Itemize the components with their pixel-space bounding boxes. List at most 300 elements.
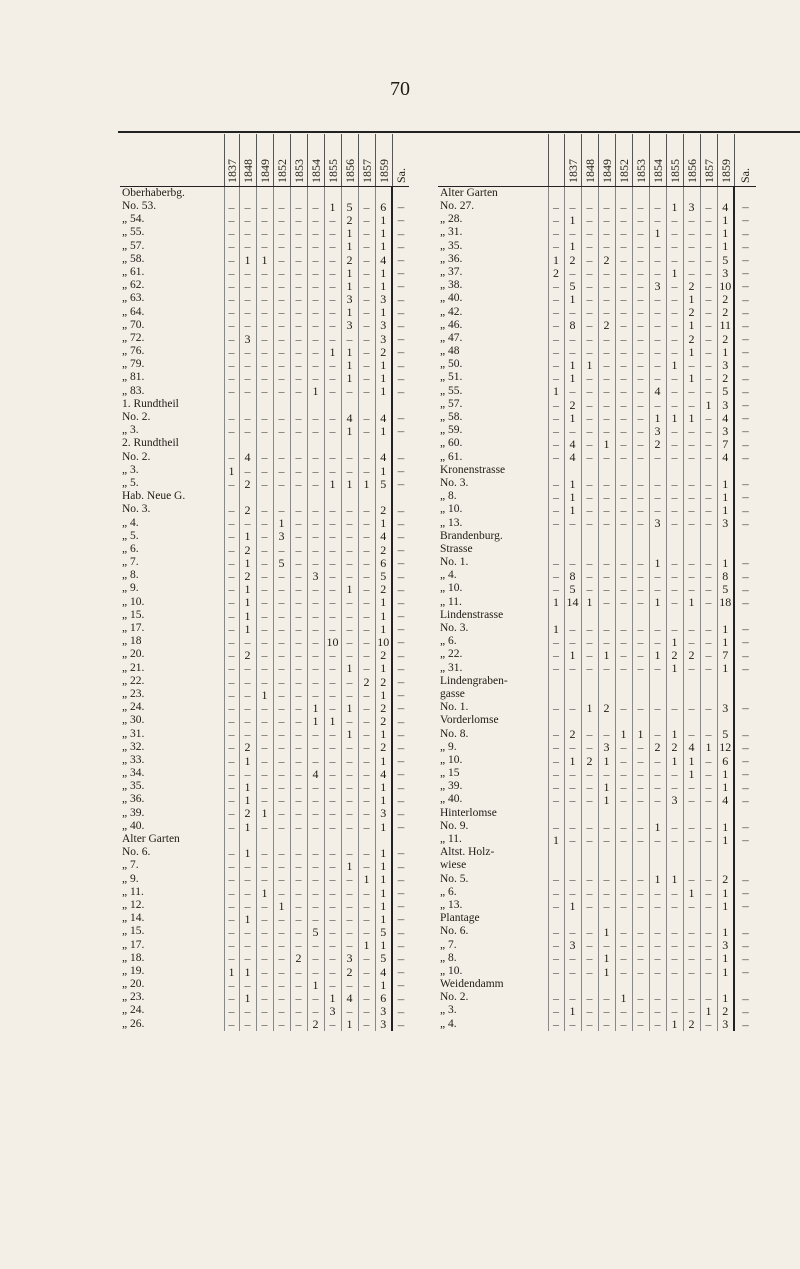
count-cell: 1 [375,939,392,952]
table-row [438,477,756,490]
row-label: Strasse [440,543,473,555]
sum-cell: – [392,807,409,820]
row-label: No. 3. [122,503,151,516]
count-cell [290,438,307,451]
row-label: No. 8. [440,727,469,740]
count-cell: – [548,741,564,754]
count-cell: – [581,279,598,292]
count-cell: 1 [341,345,358,358]
sum-cell: – [392,873,409,886]
count-cell: – [307,279,324,292]
count-cell: 1 [683,293,700,306]
sum-cell: – [734,728,756,741]
count-cell: – [358,649,375,662]
row-label: „ 9. [122,582,139,595]
count-cell: – [324,622,341,635]
count-cell: 1 [666,411,683,424]
count-cell: – [341,873,358,886]
right-table [438,134,756,1031]
table-row [120,715,409,728]
count-cell: 1 [548,622,564,635]
count-cell: – [632,477,649,490]
count-cell: – [666,583,683,596]
count-cell [273,187,290,201]
count-cell: – [581,332,598,345]
count-cell: – [341,926,358,939]
count-cell: 1 [224,464,239,477]
count-cell: – [224,899,239,912]
count-cell: – [358,978,375,991]
count-cell: – [324,332,341,345]
count-cell [548,715,564,728]
table-row [120,213,409,226]
count-cell: – [224,952,239,965]
count-cell: – [548,240,564,253]
count-cell: 1 [548,253,564,266]
count-cell: – [239,675,256,688]
count-cell: – [548,293,564,306]
count-cell: 1 [683,767,700,780]
count-cell [649,609,666,622]
count-cell: – [273,688,290,701]
sum-cell [392,438,409,451]
count-cell: 1 [598,926,615,939]
count-cell: – [256,504,273,517]
count-cell [564,978,581,991]
count-cell: – [564,701,581,714]
count-cell: – [548,886,564,899]
count-cell: 3 [717,517,734,530]
row-label: Altst. Holz- [440,846,495,859]
count-cell: 1 [666,754,683,767]
count-cell: – [598,569,615,582]
count-cell: 1 [273,517,290,530]
count-cell: – [224,543,239,556]
count-cell: – [239,372,256,385]
count-cell: – [307,464,324,477]
count-cell: – [615,926,632,939]
row-label: Brandenburg. [440,529,503,542]
count-cell: – [290,583,307,596]
count-cell: 1 [239,556,256,569]
count-cell: – [564,662,581,675]
row-label: „ 23. [122,991,145,1004]
sum-cell: – [734,451,756,464]
count-cell: – [358,569,375,582]
count-cell: – [548,319,564,332]
count-cell [324,398,341,411]
count-cell: – [324,741,341,754]
count-cell: – [615,965,632,978]
sum-cell [734,978,756,991]
count-cell: 5 [375,952,392,965]
count-cell: – [224,622,239,635]
count-cell [564,187,581,201]
count-cell: – [548,490,564,503]
count-cell: – [307,345,324,358]
count-cell: – [598,385,615,398]
count-cell [598,688,615,701]
count-cell: 1 [358,939,375,952]
row-label: wiese [440,859,467,872]
count-cell: – [564,345,581,358]
count-cell: – [358,411,375,424]
count-cell: 2 [239,504,256,517]
count-cell: – [324,372,341,385]
row-label: „ 7. [122,859,139,872]
count-cell: – [598,398,615,411]
count-cell: – [224,675,239,688]
count-cell [717,978,734,991]
count-cell: 1 [341,662,358,675]
count-cell: – [358,767,375,780]
row-label: „ 3. [122,424,139,437]
count-cell: – [700,701,717,714]
count-cell: – [224,424,239,437]
count-cell: 2 [649,741,666,754]
count-cell: – [273,952,290,965]
count-cell: 1 [273,899,290,912]
count-cell: 1 [564,411,581,424]
count-cell: – [290,635,307,648]
count-cell: – [598,622,615,635]
count-cell: – [632,227,649,240]
count-cell: – [307,965,324,978]
row-label: Kronenstrasse [440,463,506,476]
count-cell: – [649,583,666,596]
count-cell: 1 [341,240,358,253]
count-cell [341,398,358,411]
count-cell [700,530,717,543]
count-cell: – [632,556,649,569]
count-cell: – [700,345,717,358]
sum-cell: – [734,319,756,332]
count-cell: – [307,556,324,569]
row-label: „ 10. [440,965,463,977]
count-cell: – [224,332,239,345]
count-cell [548,609,564,622]
table-row [120,649,409,662]
count-cell: – [615,240,632,253]
count-cell [224,833,239,846]
count-cell: 6 [717,754,734,767]
count-cell: 3 [598,741,615,754]
table-row [120,794,409,807]
count-cell: – [666,820,683,833]
sum-cell: – [392,556,409,569]
count-cell: – [581,873,598,886]
count-cell: – [548,873,564,886]
count-cell: 5 [375,926,392,939]
count-cell: – [324,517,341,530]
row-label: „ 14. [122,912,145,925]
count-cell: 1 [717,490,734,503]
count-cell: – [632,1005,649,1018]
count-cell [717,860,734,873]
table-row [120,490,409,503]
count-cell: 1 [239,754,256,767]
count-cell: – [358,688,375,701]
table-row [438,965,756,978]
count-cell: – [666,596,683,609]
count-cell: – [649,780,666,793]
count-cell: – [256,569,273,582]
count-cell: 1 [375,227,392,240]
count-cell: – [598,820,615,833]
count-cell: 1 [717,899,734,912]
count-cell: 1 [375,622,392,635]
count-cell: 1 [375,662,392,675]
count-cell: 1 [375,213,392,226]
left-year-header: 1854 [307,134,324,187]
count-cell: 4 [564,451,581,464]
count-cell: – [548,952,564,965]
count-cell: – [324,504,341,517]
count-cell: – [581,965,598,978]
count-cell: – [290,319,307,332]
count-cell: 1 [324,200,341,213]
count-cell: 1 [666,266,683,279]
count-cell: 1 [375,860,392,873]
row-label: „ 63. [122,292,145,305]
sum-cell: – [734,952,756,965]
count-cell: – [256,464,273,477]
count-cell: – [615,424,632,437]
count-cell: – [615,504,632,517]
count-cell: – [683,438,700,451]
count-cell: – [632,649,649,662]
count-cell: – [273,846,290,859]
count-cell: – [224,820,239,833]
count-cell: – [683,213,700,226]
sum-cell: – [734,926,756,939]
count-cell: – [324,846,341,859]
count-cell: – [632,596,649,609]
table-row [120,200,409,213]
table-row [120,240,409,253]
count-cell: 3 [717,1018,734,1031]
count-cell: – [256,926,273,939]
count-cell: – [256,846,273,859]
count-cell [683,464,700,477]
table-row [120,438,409,451]
count-cell: – [564,556,581,569]
count-cell: – [290,715,307,728]
row-label: „ 21. [122,661,145,674]
count-cell: – [290,754,307,767]
count-cell: 1 [581,358,598,371]
count-cell: – [649,358,666,371]
count-cell: – [358,741,375,754]
count-cell: 2 [666,741,683,754]
table-row [120,939,409,952]
count-cell: – [598,517,615,530]
count-cell [700,715,717,728]
row-label: „ 50. [440,358,463,371]
count-cell: – [649,319,666,332]
table-row [120,926,409,939]
count-cell: – [273,424,290,437]
count-cell [598,530,615,543]
count-cell: – [307,504,324,517]
left-year-header: 1857 [358,134,375,187]
count-cell: – [341,780,358,793]
count-cell: – [598,477,615,490]
count-cell: – [224,213,239,226]
table-row [438,187,756,201]
sum-cell: – [734,1005,756,1018]
count-cell: – [239,345,256,358]
count-cell: 1 [649,411,666,424]
count-cell: – [632,833,649,846]
count-cell: 1 [239,253,256,266]
count-cell [666,715,683,728]
count-cell: 1 [375,596,392,609]
count-cell: – [290,741,307,754]
right-year-header: 1856 [683,134,700,187]
count-cell [290,490,307,503]
row-label: „ 55. [122,226,145,239]
count-cell: – [548,332,564,345]
row-label: „ 39. [440,780,463,793]
count-cell: – [307,372,324,385]
count-cell: – [615,1005,632,1018]
count-cell: 1 [239,991,256,1004]
count-cell: – [666,965,683,978]
count-cell: – [307,253,324,266]
count-cell [666,675,683,688]
count-cell: 3 [683,200,700,213]
sum-cell: – [734,820,756,833]
count-cell: – [649,398,666,411]
count-cell: – [598,372,615,385]
sum-cell: – [734,939,756,952]
count-cell: – [358,715,375,728]
count-cell: 10 [324,635,341,648]
count-cell: – [700,728,717,741]
count-cell: – [224,860,239,873]
count-cell: – [307,319,324,332]
count-cell: – [615,596,632,609]
count-cell: – [307,200,324,213]
left-name-header [120,134,224,187]
count-cell: – [290,846,307,859]
count-cell: – [341,715,358,728]
count-cell: – [358,517,375,530]
count-cell: – [224,385,239,398]
table-row [120,398,409,411]
count-cell: – [548,569,564,582]
table-row [120,569,409,582]
count-cell: – [341,530,358,543]
count-cell: – [649,939,666,952]
count-cell: – [649,886,666,899]
sum-cell: – [392,1005,409,1018]
table-row [438,728,756,741]
count-cell: – [548,701,564,714]
count-cell: – [307,293,324,306]
count-cell [256,187,273,201]
count-cell: – [615,820,632,833]
count-cell: – [358,530,375,543]
count-cell: 3 [375,1005,392,1018]
count-cell [239,438,256,451]
count-cell: – [256,1018,273,1031]
table-row [438,213,756,226]
count-cell: – [256,754,273,767]
count-cell: – [615,490,632,503]
count-cell: – [273,1005,290,1018]
count-cell: 1 [239,609,256,622]
count-cell: – [224,873,239,886]
count-cell [239,398,256,411]
count-cell [375,187,392,201]
count-cell: – [632,358,649,371]
count-cell: – [581,438,598,451]
count-cell: – [256,306,273,319]
count-cell: – [632,213,649,226]
count-cell: 5 [375,477,392,490]
row-label: 1. Rundtheil [122,398,179,410]
count-cell: – [700,517,717,530]
count-cell [615,978,632,991]
table-row [120,688,409,701]
count-cell [700,912,717,925]
count-cell: – [273,306,290,319]
table-row [120,583,409,596]
count-cell: – [256,530,273,543]
count-cell: – [239,873,256,886]
count-cell: – [700,319,717,332]
count-cell: 1 [666,358,683,371]
count-cell [649,807,666,820]
count-cell: 3 [649,424,666,437]
count-cell [700,688,717,701]
count-cell: 4 [341,991,358,1004]
count-cell: – [290,662,307,675]
count-cell: – [581,991,598,1004]
count-cell: – [358,253,375,266]
count-cell: 1 [375,358,392,371]
count-cell [683,846,700,859]
count-cell: – [239,240,256,253]
count-cell: – [632,319,649,332]
count-cell: 1 [717,767,734,780]
count-cell: 1 [564,477,581,490]
count-cell: – [224,266,239,279]
count-cell: – [307,728,324,741]
count-cell: – [632,266,649,279]
sum-cell: – [734,490,756,503]
count-cell: – [666,939,683,952]
count-cell: – [700,227,717,240]
count-cell [564,807,581,820]
count-cell: – [307,912,324,925]
count-cell: – [632,200,649,213]
count-cell [666,912,683,925]
count-cell: – [683,635,700,648]
count-cell: – [358,1005,375,1018]
sum-cell: – [734,635,756,648]
count-cell: – [341,675,358,688]
count-cell: – [358,701,375,714]
count-cell [564,688,581,701]
count-cell: – [683,358,700,371]
table-row [438,345,756,358]
count-cell [700,609,717,622]
row-label: „ 4. [440,1017,457,1030]
count-cell: – [324,701,341,714]
